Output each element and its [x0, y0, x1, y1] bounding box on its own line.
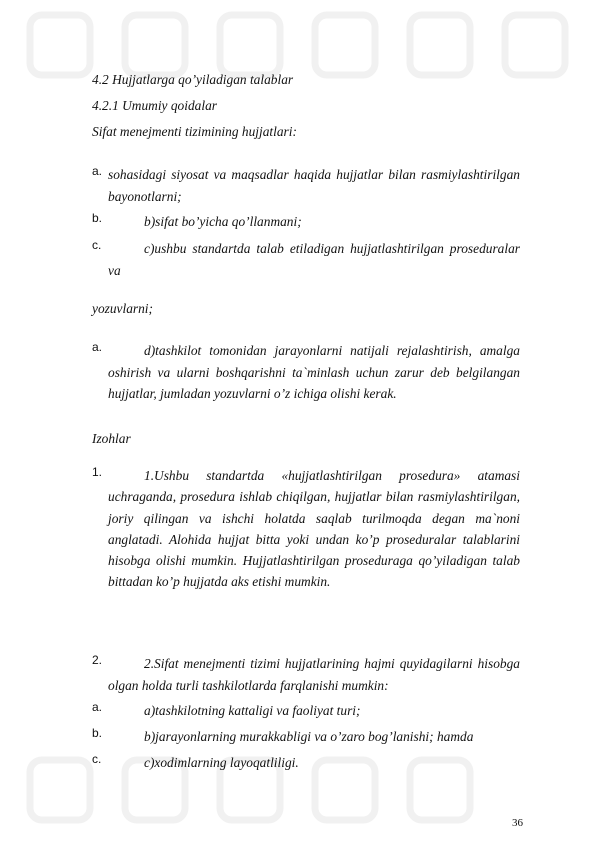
- subsection-heading: 4.2.1 Umumiy qoidalar: [92, 98, 217, 113]
- list-marker: c.: [92, 752, 102, 766]
- list-item: [92, 726, 520, 748]
- list-item-text: b)sifat bo’yicha qo’llanmani;: [144, 214, 302, 229]
- list-marker: c.: [92, 238, 102, 252]
- list-item-text: a)tashkilotning kattaligi va faoliyat turi;: [144, 703, 361, 718]
- list-item: [92, 700, 520, 722]
- list-item-text: c)xodimlarning layoqatliligi.: [144, 755, 299, 770]
- list-item-text: c)ushbu standartda talab etiladigan hujjatlashtirilgan proseduralar va: [108, 241, 520, 278]
- intro-line: Sifat menejmenti tizimining hujjatlari:: [92, 124, 297, 139]
- list-marker: 2.: [92, 653, 103, 667]
- note-text: 2.Sifat menejmenti tizimi hujjatlarining hajmi quyidagilarni hisobga olgan holda turli tashkilotlarda farqlanishi mumkin:: [108, 656, 520, 693]
- list-item-text: d)tashkilot tomonidan jarayonlarni natijali rejalashtirish, amalga oshirish va ularni boshqarishni ta`minlash uchun zarur deb belgilangan hujjatlar, jumladan yozuvlarni o’z ichiga olishi kerak.: [108, 343, 520, 401]
- list-marker: b.: [92, 211, 103, 225]
- page-number: 36: [512, 817, 523, 829]
- list-item: [92, 752, 520, 774]
- orphan-line: yozuvlarni;: [92, 301, 153, 316]
- list-item: [92, 340, 520, 405]
- list-marker: a.: [92, 340, 103, 354]
- list-marker: b.: [92, 726, 103, 740]
- notes-title: Izohlar: [92, 431, 131, 446]
- section-heading: 4.2 Hujjatlarga qo’yiladigan talablar: [92, 72, 294, 87]
- list-item: [92, 238, 520, 281]
- list-item: [92, 164, 520, 207]
- list-marker: a.: [92, 700, 103, 714]
- list-marker: a.: [92, 164, 103, 178]
- note-item: [92, 465, 520, 593]
- list-item-text: b)jarayonlarning murakkabligi va o’zaro bog’lanishi; hamda: [144, 729, 474, 744]
- note-item: [92, 653, 520, 696]
- list-item-text: sohasidagi siyosat va maqsadlar haqida hujjatlar bilan rasmiylashtirilgan bayonotlarni;: [108, 167, 520, 204]
- list-item: [92, 211, 520, 233]
- note-text: 1.Ushbu standartda «hujjatlashtirilgan prosedura» atamasi uchraganda, prosedura ishlab chiqilgan, hujjatlar bilan rasmiylashtirilgan, joriy qilingan va ishchi holatda saqlab turilmoqda degan ma`noni anglatadi. Alohida hujjat bitta yoki undan ko’p proseduralar talablarini hisobga olishi mumkin. Hujjatlashtirilgan proseduraga qo’yiladigan talab bittadan ko’p hujjatda aks etishi mumkin.: [108, 468, 520, 590]
- list-marker: 1.: [92, 465, 103, 479]
